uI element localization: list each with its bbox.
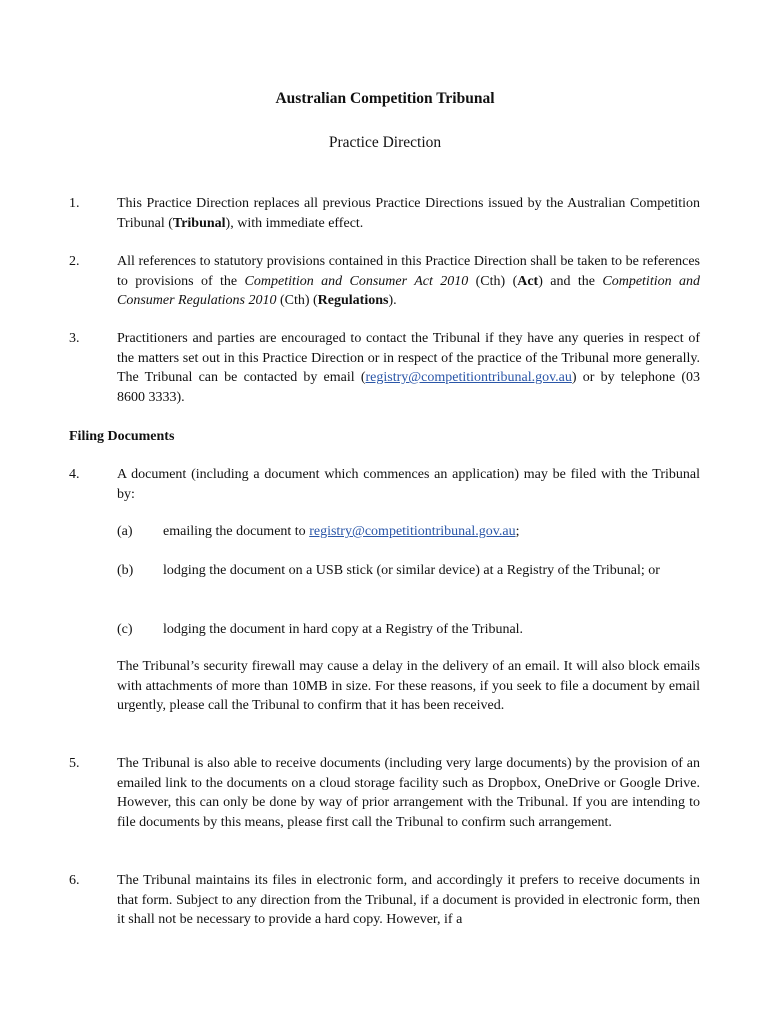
subparagraph-b: lodging the document on a USB stick (or similar device) at a Registry of the Tribunal; or [163,563,660,578]
act-title: Competition and Consumer Act 2010 [244,273,469,289]
subparagraph-letter-b: (b) [117,563,134,578]
paragraph-3-text-a: Practitioners and parties are encouraged to contact the Tribunal if they have any queries in respect of the matters set out in this Practice Direction or in respect of the practice of the Tribunal more generally. The Tribunal can be contacted by email ( [117,331,700,385]
subparagraph-a [163,522,703,542]
paragraph-number-6: 6. [69,873,80,888]
regulations-defined-term: Regulations [317,293,389,308]
subparagraph-c: lodging the document in hard copy at a Registry of the Tribunal. [163,622,524,637]
document-title: Australian Competition Tribunal [275,90,495,107]
paragraph-1-defined-term: Tribunal [172,215,226,231]
firewall-note: The Tribunal’s security firewall may cause a delay in the delivery of an email. It will also block emails with attachments of more than 10MB in size. For these reasons, if you seek to file a document by email urgently, please call the Tribunal to confirm that it has been received. [117,659,700,713]
paragraph-3 [117,329,700,407]
document-subtitle: Practice Direction [328,134,442,151]
paragraph-5: The Tribunal is also able to receive documents (including very large documents) by the provision of an emailed link to the documents on a cloud storage facility such as Dropbox, OneDrive or Google Drive. However, this can only be done by way of prior arrangement with the Tribunal. If you are intending to file documents by this means, please first call the Tribunal to confirm such arrangement. [117,756,700,830]
paragraph-1-text-b: ), with immediate effect. [225,215,364,231]
paragraph-3-text-b: ) or by telephone (03 8600 3333). [117,370,700,405]
registry-email-link[interactable]: registry@competitiontribunal.gov.au [365,370,572,385]
paragraph-2-text-e: ). [388,293,397,308]
paragraph-number-5: 5. [69,756,80,771]
paragraph-2-text-d: (Cth) ( [276,293,318,308]
paragraph-number-4: 4. [69,467,80,482]
paragraph-number-2: 2. [69,254,80,269]
paragraph-number-3: 3. [69,331,80,346]
paragraph-1 [117,194,700,233]
registry-email-link-2[interactable]: registry@competitiontribunal.gov.au [309,524,516,539]
subparagraph-a-text-a: emailing the document to [163,524,310,539]
paragraph-number-1: 1. [69,196,80,211]
paragraph-6: The Tribunal maintains its files in electronic form, and accordingly it prefers to receive documents in that form. Subject to any direction from the Tribunal, if a document is provided in electronic form, then it shall not be necessary to provide a hard copy. However, if a [117,873,700,927]
paragraph-1-text-a: This Practice Direction replaces all previous Practice Directions issued by the Australian Competition Tribunal ( [117,196,700,231]
act-defined-term: Act [517,273,539,289]
paragraph-2-text-b: (Cth) ( [468,273,518,289]
subparagraph-letter-a: (a) [117,524,133,539]
paragraph-2-text-c: ) and the [538,273,603,289]
paragraph-2 [117,252,700,311]
paragraph-2-text-a: All references to statutory provisions contained in this Practice Direction shall be taken to be references to provisions of the [117,254,700,289]
paragraph-4: A document (including a document which commences an application) may be filed with the Tribunal by: [117,467,700,502]
filing-documents-heading: Filing Documents [69,429,175,444]
subparagraph-a-text-b: ; [515,524,520,539]
regulations-title: Competition and Consumer Regulations 2010 [117,273,700,308]
subparagraph-letter-c: (c) [117,622,133,637]
